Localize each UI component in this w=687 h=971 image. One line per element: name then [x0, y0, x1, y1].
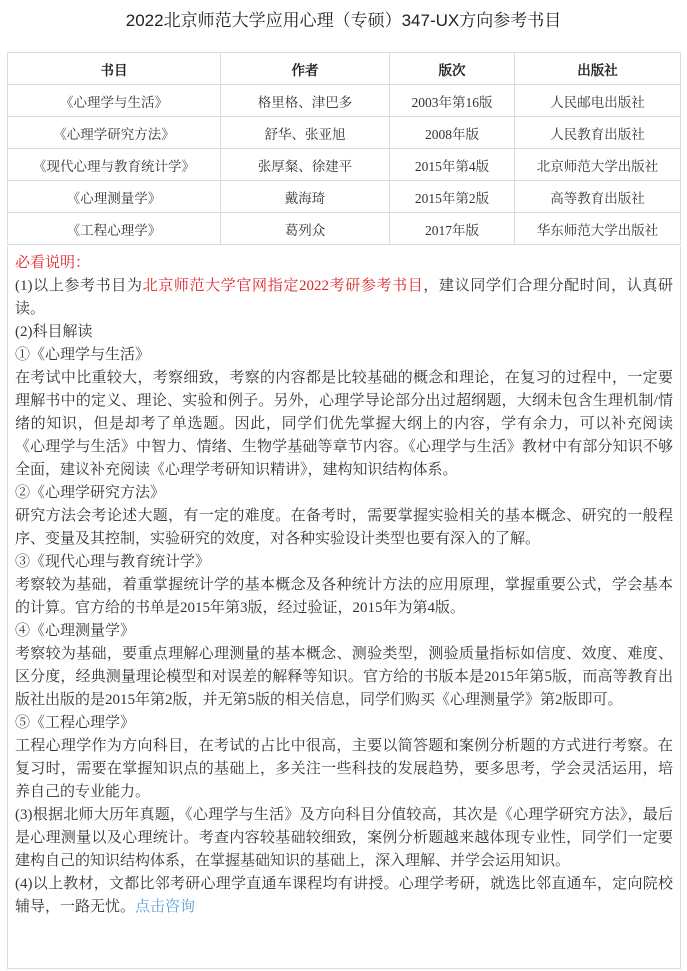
- header-edition: 版次: [390, 53, 515, 85]
- cell-author: 戴海琦: [221, 181, 390, 213]
- subject-4-body: 考察较为基础，要重点理解心理测量的基本概念、测验类型，测验质量指标如信度、效度、难度、区分度，经典测量理论模型和对误差的解释等知识。官方给的书版本是2015年第5版，而高等教育出版社出版的是2015年第2版，并无第5版的相关信息，同学们购买《心理测量学》第2版即可。: [15, 646, 673, 708]
- header-book: 书目: [8, 53, 221, 85]
- cell-book: 《心理学研究方法》: [8, 117, 221, 149]
- subject-5-body: 工程心理学作为方向科目，在考试的占比中很高，主要以简答题和案例分析题的方式进行考察。在复习时，需要在掌握知识点的基础上，多关注一些科技的发展趋势，要多思考，学会灵活运用，培养自己的专业能力。: [15, 738, 673, 800]
- cell-book: 《工程心理学》: [8, 213, 221, 245]
- reference-books-table: [7, 52, 681, 245]
- subject-2-title: ②《心理学研究方法》: [15, 485, 166, 501]
- cell-edition: 2015年第2版: [390, 181, 515, 213]
- note-3: (3)根据北师大历年真题，《心理学与生活》及方向科目分值较高，其次是《心理学研究方法》，最后是心理测量以及心理统计。考查内容较基础较细致，案例分析题越来越体现专业性，同学们一定要建构自己的知识结构体系，在掌握基础知识的基础上，深入理解、并学会运用知识。: [15, 807, 673, 869]
- notes-section: [7, 246, 681, 969]
- note-1: [15, 275, 673, 321]
- cell-author: 格里格、津巴多: [221, 85, 390, 117]
- table-row: [8, 181, 681, 213]
- subject-5-title: ⑤《工程心理学》: [15, 715, 136, 731]
- cell-edition: 2017年版: [390, 213, 515, 245]
- cell-author: 张厚粲、徐建平: [221, 149, 390, 181]
- cell-book: 《心理学与生活》: [8, 85, 221, 117]
- subject-3-body: 考察较为基础，着重掌握统计学的基本概念及各种统计方法的应用原理，掌握重要公式，学会基本的计算。官方给的书单是2015年第3版，经过验证，2015年为第4版。: [15, 577, 673, 616]
- table-row: [8, 117, 681, 149]
- page-title: 2022北京师范大学应用心理（专硕）347-UX方向参考书目: [125, 11, 562, 30]
- subject-4-title: ④《心理测量学》: [15, 623, 136, 639]
- cell-author: 舒华、张亚旭: [221, 117, 390, 149]
- cell-publisher: 人民教育出版社: [515, 117, 681, 149]
- cell-author: 葛列众: [221, 213, 390, 245]
- note-1-text: (1)以上参考书目为: [15, 278, 143, 294]
- cell-publisher: 高等教育出版社: [515, 181, 681, 213]
- header-author: 作者: [221, 53, 390, 85]
- table-header-row: [8, 53, 681, 85]
- table-row: [8, 85, 681, 117]
- subject-2-body: 研究方法会考论述大题，有一定的难度。在备考时，需要掌握实验相关的基本概念、研究的一般程序、变量及其控制，实验研究的效度，对各种实验设计类型也要有深入的了解。: [15, 508, 673, 547]
- cell-publisher: 华东师范大学出版社: [515, 213, 681, 245]
- header-publisher: 出版社: [515, 53, 681, 85]
- note-4: [15, 873, 673, 919]
- note-1-highlight: 北京师范大学官网指定2022考研参考书目: [142, 278, 424, 294]
- cell-book: 《现代心理与教育统计学》: [8, 149, 221, 181]
- cell-edition: 2008年版: [390, 117, 515, 149]
- subject-1-body: 在考试中比重较大，考察细致，考察的内容都是比较基础的概念和理论，在复习的过程中，一定要理解书中的定义、理论、实验和例子。另外，心理学导论部分出过超纲题，大纲未包含生理机制/情绪的知识，但是却考了单选题。因此，同学们优先掌握大纲上的内容，学有余力，可以补充阅读《心理学与生活》中智力、情绪、生物学基础等章节内容。《心理学与生活》教材中有部分知识不够全面，建议补充阅读《心理学考研知识精讲》，建构知识结构体系。: [15, 370, 673, 478]
- table-row: [8, 149, 681, 181]
- note-4-text: (4)以上教材，文都比邻考研心理学直通车课程均有讲授。心理学考研，就选比邻直通车，定向院校辅导，一路无忧。: [15, 876, 673, 915]
- subject-3-title: ③《现代心理与教育统计学》: [15, 554, 211, 570]
- cell-edition: 2015年第4版: [390, 149, 515, 181]
- subject-1-title: ①《心理学与生活》: [15, 347, 151, 363]
- note-1-text-end: ，建议同学们合理分配时间，认真研读。: [15, 278, 673, 317]
- cell-publisher: 北京师范大学出版社: [515, 149, 681, 181]
- note-2: (2)科目解读: [15, 324, 93, 340]
- notes-heading: 必看说明：: [15, 255, 91, 271]
- consult-link[interactable]: 点击咨询: [135, 899, 196, 915]
- cell-publisher: 人民邮电出版社: [515, 85, 681, 117]
- cell-edition: 2003年第16版: [390, 85, 515, 117]
- cell-book: 《心理测量学》: [8, 181, 221, 213]
- table-row: [8, 213, 681, 245]
